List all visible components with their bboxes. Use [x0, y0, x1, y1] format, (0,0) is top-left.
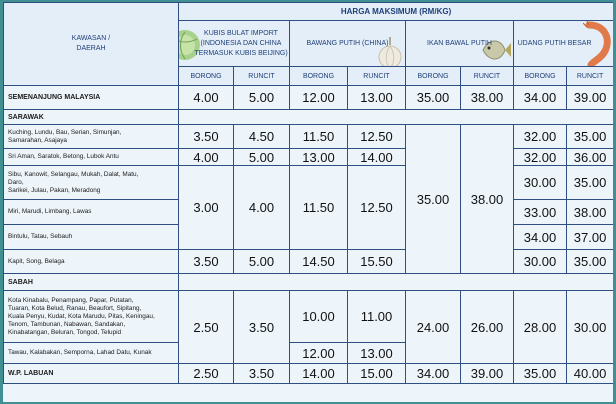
price-cell: 35.00 [406, 86, 461, 110]
table-row [4, 149, 614, 166]
price-cell: 14.00 [290, 364, 348, 384]
table-row [4, 250, 614, 274]
price-cell: 12.50 [348, 125, 406, 149]
product-ikan-header [406, 21, 514, 67]
kubis-name-line3: TERMASUK KUBIS BEIJING) [194, 49, 288, 57]
product-bawang-header [290, 21, 406, 67]
udang-name: UDANG PUTIH BESAR [517, 39, 592, 47]
price-cell: 11.50 [290, 125, 348, 149]
price-cell: 15.00 [348, 364, 406, 384]
price-cell: 5.00 [234, 250, 290, 274]
price-cell: 3.50 [234, 291, 290, 364]
price-cell: 3.00 [179, 166, 234, 250]
udang-runcit-header: RUNCIT [567, 67, 614, 86]
district-cell: Miri, Marudi, Limbang, Lawas [4, 200, 179, 225]
table-row-semenanjung [4, 86, 614, 110]
price-cell: 38.00 [567, 200, 614, 225]
district-cell: Sibu, Kanowit, Selangau, Mukah, Dalat, Matu, Daro, Sarikei, Julau, Pakan, Meradong [4, 166, 179, 200]
price-table-frame [3, 2, 613, 402]
price-cell: 26.00 [461, 291, 514, 364]
ikan-borong-header: BORONG [406, 67, 461, 86]
udang-borong-header: BORONG [514, 67, 567, 86]
region-semenanjung: SEMENANJUNG MALAYSIA [4, 86, 179, 110]
product-kubis-header [179, 21, 290, 67]
price-cell: 11.50 [290, 166, 348, 250]
price-cell: 33.00 [514, 200, 567, 225]
price-cell: 40.00 [567, 364, 614, 384]
price-cell: 12.50 [348, 166, 406, 250]
price-cell: 28.00 [514, 291, 567, 364]
kubis-name-line2: (INDONESIA DAN CHINA [200, 39, 282, 47]
price-cell: 4.00 [234, 166, 290, 250]
district-cell: Kuching, Lundu, Bau, Serian, Simunjan, Samarahan, Asajaya [4, 125, 179, 149]
price-cell: 3.50 [179, 125, 234, 149]
price-cell: 5.00 [234, 149, 290, 166]
price-cell: 39.00 [461, 364, 514, 384]
product-udang-header [514, 21, 614, 67]
price-cell: 4.00 [179, 86, 234, 110]
table-row [4, 125, 614, 149]
price-cell: 35.00 [406, 125, 461, 274]
price-cell: 35.00 [514, 364, 567, 384]
bawang-name: BAWANG PUTIH (CHINA) [306, 39, 389, 47]
district-cell: Tawau, Kalabakan, Semporna, Lahad Datu, Kunak [4, 343, 179, 364]
price-table [3, 2, 613, 384]
bawang-borong-header: BORONG [290, 67, 348, 86]
price-cell: 4.50 [234, 125, 290, 149]
table-row-sarawak-heading [4, 110, 614, 125]
price-cell: 3.50 [234, 364, 290, 384]
district-cell: Kota Kinabalu, Penampang, Papar, Putatan, Tuaran, Kota Belud, Ranau, Beaufort, Sipitang, Kuala Penyu, Kudat, Kota Marudu, Pitas, Keningau, Tenom, Tambunan, Nabawan, Sandakan, Kinabatangan, Beluran, Tongod, Telupid [4, 291, 179, 343]
kawasan-label: KAWASAN / [71, 35, 111, 42]
price-cell: 14.00 [348, 149, 406, 166]
harga-maksimum-title: HARGA MAKSIMUM (RM/KG) [179, 3, 614, 21]
table-row [4, 291, 614, 343]
region-sabah: SABAH [4, 274, 179, 291]
price-cell: 30.00 [567, 291, 614, 364]
district-cell: Sri Aman, Saratok, Betong, Lubok Antu [4, 149, 179, 166]
region-sarawak: SARAWAK [4, 110, 179, 125]
price-cell: 13.00 [290, 149, 348, 166]
price-cell: 13.00 [348, 343, 406, 364]
price-cell: 35.00 [567, 250, 614, 274]
price-cell: 34.00 [514, 86, 567, 110]
district-cell: Kapit, Song, Belaga [4, 250, 179, 274]
kubis-borong-header: BORONG [179, 67, 234, 86]
price-cell: 24.00 [406, 291, 461, 364]
table-row-sabah-heading [4, 274, 614, 291]
price-cell: 34.00 [406, 364, 461, 384]
price-cell: 35.00 [567, 166, 614, 200]
daerah-label: DAERAH [76, 45, 106, 52]
district-cell: Bintulu, Tatau, Sebauh [4, 225, 179, 250]
price-cell: 11.00 [348, 291, 406, 343]
price-cell: 13.00 [348, 86, 406, 110]
price-cell: 34.00 [514, 225, 567, 250]
price-cell: 15.50 [348, 250, 406, 274]
price-cell: 14.50 [290, 250, 348, 274]
price-cell: 38.00 [461, 86, 514, 110]
price-cell: 36.00 [567, 149, 614, 166]
region-labuan: W.P. LABUAN [4, 364, 179, 384]
price-cell: 2.50 [179, 364, 234, 384]
bawang-runcit-header: RUNCIT [348, 67, 406, 86]
price-cell: 12.00 [290, 343, 348, 364]
price-cell: 30.00 [514, 250, 567, 274]
price-cell: 39.00 [567, 86, 614, 110]
kawasan-header [4, 3, 179, 86]
price-cell: 12.00 [290, 86, 348, 110]
kubis-runcit-header: RUNCIT [234, 67, 290, 86]
price-cell: 10.00 [290, 291, 348, 343]
price-cell: 35.00 [567, 125, 614, 149]
ikan-runcit-header: RUNCIT [461, 67, 514, 86]
price-cell: 3.50 [179, 250, 234, 274]
price-cell: 37.00 [567, 225, 614, 250]
price-cell: 5.00 [234, 86, 290, 110]
ikan-name: IKAN BAWAL PUTIH [427, 39, 492, 47]
price-cell: 30.00 [514, 166, 567, 200]
price-cell: 32.00 [514, 149, 567, 166]
price-cell: 38.00 [461, 125, 514, 274]
price-cell: 4.00 [179, 149, 234, 166]
price-cell: 2.50 [179, 291, 234, 364]
table-row [4, 166, 614, 200]
table-row-labuan [4, 364, 614, 384]
kubis-name-line1: KUBIS BULAT IMPORT [204, 29, 278, 37]
price-cell: 32.00 [514, 125, 567, 149]
